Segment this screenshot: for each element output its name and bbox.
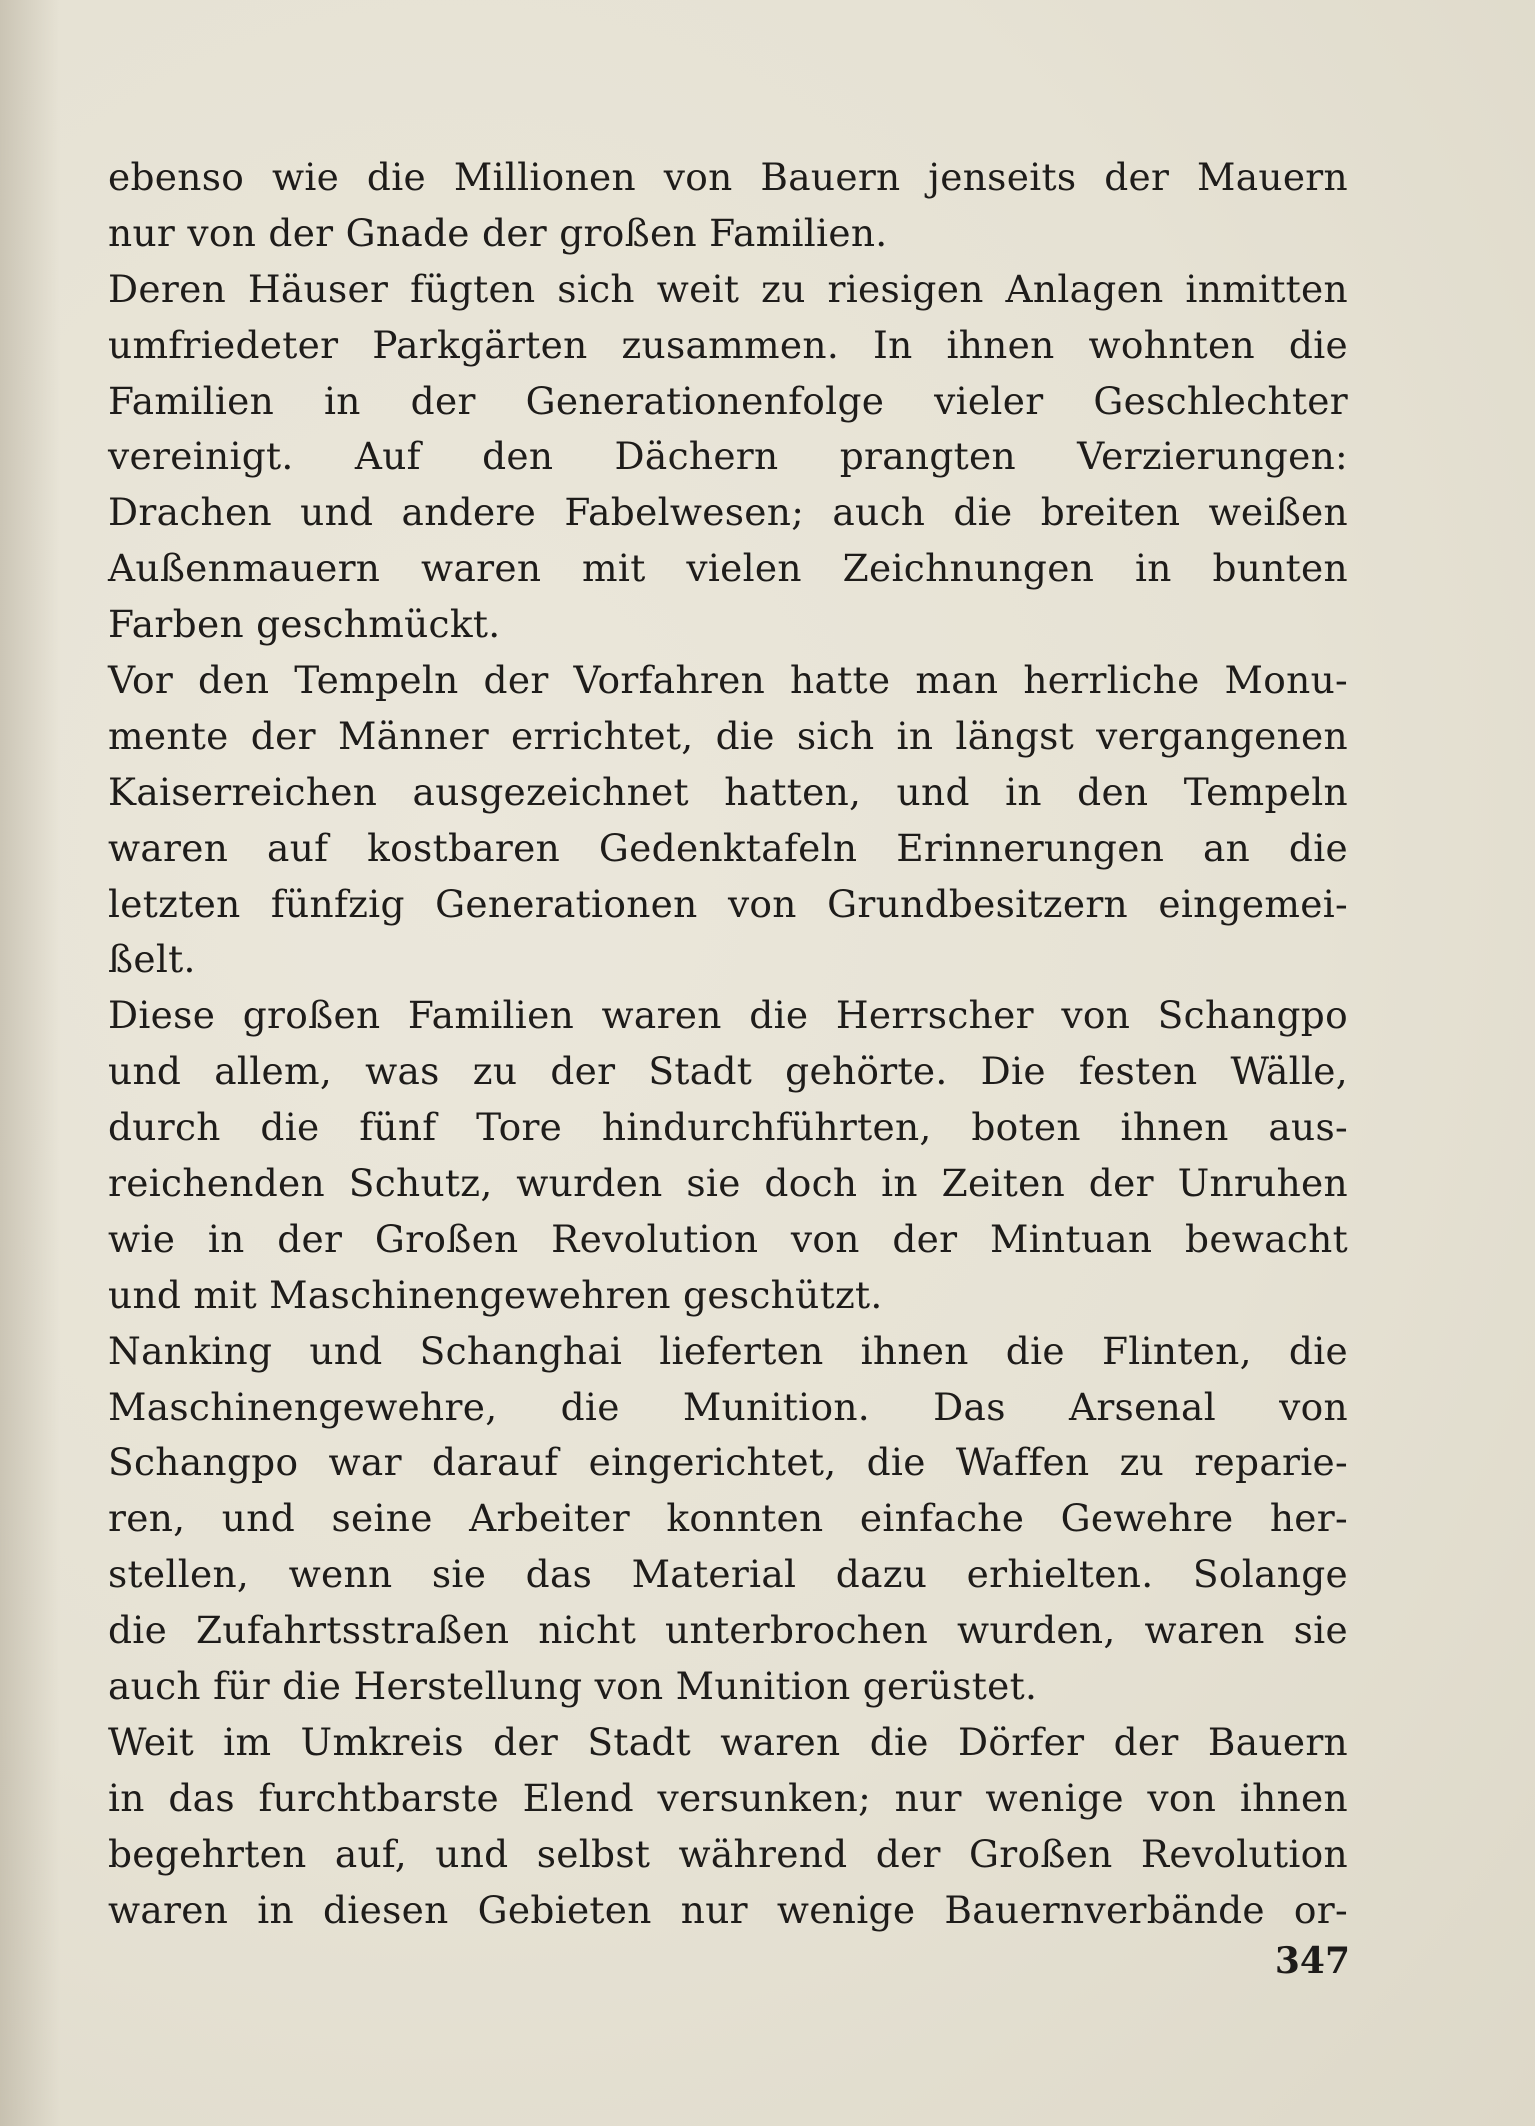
text-line: Schangpo war darauf eingerichtet, die Waffen zu reparie- [108,1440,1348,1485]
text-line: mente der Männer errichtet, die sich in längst vergangenen [108,713,1348,758]
text-line: Maschinengewehre, die Munition. Das Arsenal von [108,1384,1348,1429]
text-line: Deren Häuser fügten sich weit zu riesigen Anlagen inmitten [108,266,1348,311]
text-line: ßelt. [108,937,196,982]
text-line: wie in der Großen Revolution von der Mintuan bewacht [108,1216,1348,1261]
text-line: Vor den Tempeln der Vorfahren hatte man herrliche Monu- [108,658,1348,703]
text-line: waren auf kostbaren Gedenktafeln Erinnerungen an die [108,825,1348,870]
text-line: umfriedeter Parkgärten zusammen. In ihnen wohnten die [108,322,1348,367]
text-line: reichenden Schutz, wurden sie doch in Zeiten der Unruhen [108,1161,1348,1206]
page-number: 347 [1274,1940,1350,1982]
text-line: stellen, wenn sie das Material dazu erhielten. Solange [108,1552,1348,1597]
text-line: und mit Maschinengewehren geschützt. [108,1272,883,1317]
text-line: waren in diesen Gebieten nur wenige Bauernverbände or- [108,1887,1348,1932]
text-line: ren, und seine Arbeiter konnten einfache Gewehre her- [108,1496,1348,1541]
text-line: Kaiserreichen ausgezeichnet hatten, und in den Tempeln [108,769,1348,814]
text-line: Farben geschmückt. [108,602,501,647]
text-line: nur von der Gnade der großen Familien. [108,210,888,255]
text-line: und allem, was zu der Stadt gehörte. Die festen Wälle, [108,1049,1348,1094]
text-line: in das furchtbarste Elend versunken; nur wenige von ihnen [108,1775,1348,1820]
gutter-shadow [0,0,60,2126]
text-line: durch die fünf Tore hindurchführten, boten ihnen aus- [108,1105,1348,1150]
text-line: die Zufahrtsstraßen nicht unterbrochen wurden, waren sie [108,1608,1348,1653]
text-line: Diese großen Familien waren die Herrscher von Schangpo [108,993,1348,1038]
text-line: Familien in der Generationenfolge vieler Geschlechter [108,378,1348,423]
text-line: begehrten auf, und selbst während der Großen Revolution [108,1831,1348,1876]
text-line: Außenmauern waren mit vielen Zeichnungen in bunten [108,546,1348,591]
text-line: letzten fünfzig Generationen von Grundbesitzern eingemei- [108,881,1348,926]
text-line: ebenso wie die Millionen von Bauern jenseits der Mauern [108,155,1348,199]
text-line: vereinigt. Auf den Dächern prangten Verzierungen: [108,434,1348,479]
text-line: Nanking und Schanghai lieferten ihnen die Flinten, die [108,1328,1348,1373]
body-text [108,150,1348,1939]
text-line: auch für die Herstellung von Munition gerüstet. [108,1664,1038,1709]
text-line: Weit im Umkreis der Stadt waren die Dörfer der Bauern [108,1719,1348,1764]
text-line: Drachen und andere Fabelwesen; auch die breiten weißen [108,490,1348,535]
